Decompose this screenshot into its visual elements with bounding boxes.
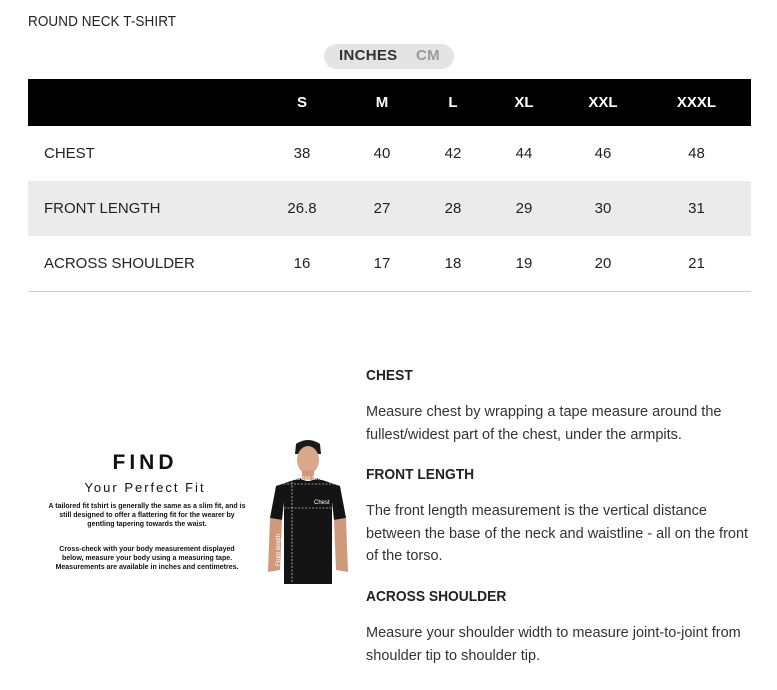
guide-section-across-shoulder <box>366 588 751 667</box>
unit-toggle[interactable] <box>324 44 454 69</box>
table-cell: 30 <box>564 181 642 236</box>
table-cell: 46 <box>594 145 612 162</box>
guide-section-front-length <box>366 466 751 568</box>
table-cell: 38 <box>293 145 311 162</box>
size-chart-table <box>28 79 751 292</box>
table-cell: 20 <box>564 236 642 291</box>
table-cell: 48 <box>688 145 705 162</box>
table-cell: 21 <box>642 236 751 291</box>
header-cell-label <box>28 79 262 126</box>
guide-heading: ACROSS SHOULDER <box>366 588 507 605</box>
header-cell-xxxl: XXXL <box>642 79 751 126</box>
chest-label: Chest <box>314 500 330 506</box>
table-cell: 44 <box>515 145 533 162</box>
table-cell: 17 <box>342 236 422 291</box>
guide-text: The front length measurement is the vertical distance between the base of the neck and waistline - all on the front of the torso. <box>366 503 749 564</box>
header-cell-l: L <box>422 79 484 126</box>
table-row-across-shoulder <box>28 236 751 291</box>
guide-text: Measure chest by wrapping a tape measure around the fullest/widest part of the chest, under the armpits. <box>366 404 722 443</box>
table-cell: 19 <box>484 236 564 291</box>
guide-text: Measure your shoulder width to measure joint-to-joint from shoulder tip to shoulder tip. <box>366 625 741 664</box>
header-cell-xxl: XXL <box>564 79 642 126</box>
unit-option-inches[interactable]: INCHES <box>339 47 398 64</box>
row-label: CHEST <box>44 145 95 162</box>
row-label: FRONT LENGTH <box>28 181 262 236</box>
table-cell: 28 <box>422 181 484 236</box>
table-cell: 42 <box>444 145 462 162</box>
table-row-chest <box>28 126 751 181</box>
table-cell: 29 <box>484 181 564 236</box>
fit-guide-banner <box>40 435 355 595</box>
unit-option-cm[interactable]: CM <box>416 47 440 64</box>
banner-subheading: Your Perfect Fit <box>84 480 206 495</box>
table-header-row <box>28 79 751 126</box>
banner-paragraph: Cross-check with your body measurement displayed below, measure your body using a measuring tape. Measurements are available in inches and centimetres. <box>55 546 239 571</box>
page-title: ROUND NECK T-SHIRT <box>28 13 177 30</box>
header-cell-s: S <box>262 79 342 126</box>
guide-section-chest <box>366 367 751 446</box>
shoulder-label: Across Shoulder <box>292 476 337 482</box>
table-cell: 26.8 <box>262 181 342 236</box>
table-row-front-length <box>28 181 751 236</box>
table-cell: 18 <box>422 236 484 291</box>
table-cell: 27 <box>342 181 422 236</box>
table-cell: 16 <box>262 236 342 291</box>
table-cell: 40 <box>373 145 391 162</box>
table-cell: 31 <box>642 181 751 236</box>
header-cell-m: M <box>342 79 422 126</box>
row-label: ACROSS SHOULDER <box>28 236 262 291</box>
banner-paragraph: A tailored fit tshirt is generally the same as a slim fit, and is still designed to offer a flattering fit for the wearer by gentling tapering towards the waist. <box>48 503 246 528</box>
guide-heading: FRONT LENGTH <box>366 466 475 483</box>
model-image <box>262 438 354 588</box>
banner-heading: FIND <box>112 451 178 474</box>
front-length-label: Front length <box>276 533 282 566</box>
header-cell-xl: XL <box>484 79 564 126</box>
guide-heading: CHEST <box>366 367 413 384</box>
